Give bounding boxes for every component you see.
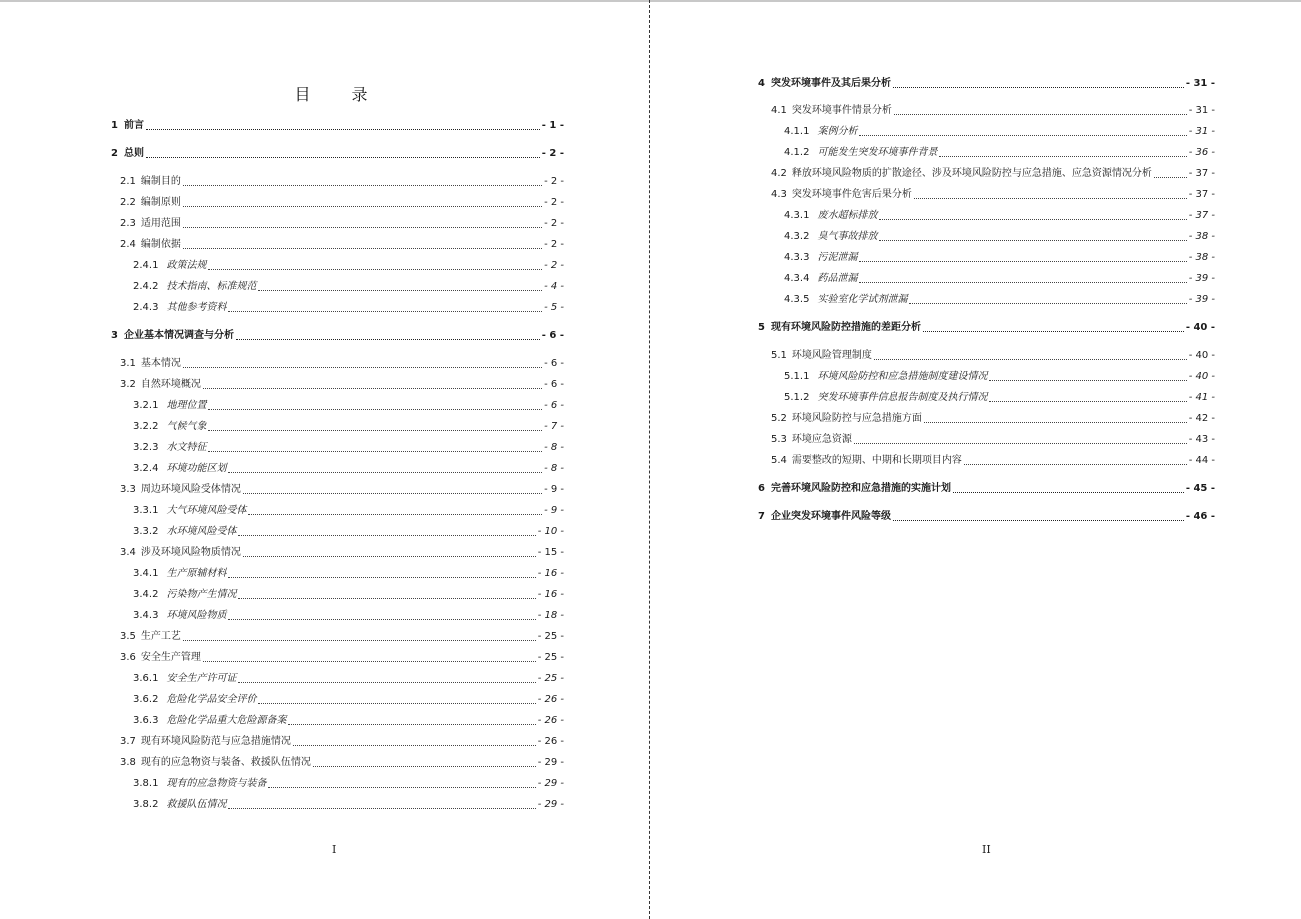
toc-entry-title: 案例分析 [817, 126, 858, 137]
toc-entry-page: - 29 - [537, 799, 564, 810]
toc-entry-title: 总则 [123, 148, 144, 159]
toc-entry-3-2-1[interactable] [133, 400, 564, 412]
toc-entry-number: 3.6.2 [133, 694, 159, 705]
toc-entry-page: - 10 - [537, 526, 564, 537]
toc-entry-title: 现有环境风险防范与应急措施情况 [140, 736, 291, 747]
toc-entry-title: 环境功能区划 [166, 463, 227, 474]
toc-entry-page: - 5 - [544, 302, 564, 313]
toc-entry-page: - 40 - [1188, 371, 1215, 382]
toc-entry-4-3-5[interactable] [784, 294, 1215, 306]
page-number: II [982, 843, 991, 856]
toc-entry-page: - 36 - [1188, 147, 1215, 158]
dot-leader [894, 113, 1187, 115]
toc-entry-page: - 26 - [537, 715, 564, 726]
toc-entry-3-6-3[interactable] [133, 715, 564, 727]
dot-leader [183, 205, 542, 207]
toc-entry-title: 基本情况 [140, 358, 181, 369]
dot-leader [909, 302, 1186, 304]
toc-entry-number: 3.2.4 [133, 463, 159, 474]
toc-entry-page: - 42 - [1188, 413, 1215, 424]
toc-entry-3-8-2[interactable] [133, 799, 564, 811]
dot-leader [859, 134, 1186, 136]
toc-entry-page: - 2 - [544, 197, 564, 208]
dot-leader [203, 660, 536, 662]
toc-entry-page: - 8 - [544, 463, 564, 474]
dot-leader [914, 197, 1187, 199]
toc-entry-number: 4 [758, 78, 765, 89]
toc-entry-title: 现有的应急物资与装备 [166, 778, 267, 789]
toc-entry-page: - 2 - [544, 176, 564, 187]
toc-entry-3-8-1[interactable] [133, 778, 564, 790]
toc-entry-page: - 2 - [544, 239, 564, 250]
dot-leader [183, 184, 542, 186]
toc-entry-number: 5.4 [771, 455, 787, 466]
toc-entry-number: 4.3.1 [784, 210, 810, 221]
toc-entry-5-1-2[interactable] [784, 392, 1215, 404]
toc-entry-number: 3.8.2 [133, 799, 159, 810]
toc-entry-number: 3.8.1 [133, 778, 159, 789]
toc-entry-3-8[interactable] [120, 757, 564, 769]
dot-leader [208, 268, 542, 270]
toc-entry-page: - 37 - [1188, 168, 1215, 179]
toc-entry-title: 环境风险物质 [166, 610, 227, 621]
toc-entry-title: 环境风险防控和应急措施制度建设情况 [817, 371, 988, 382]
toc-entry-page: - 39 - [1188, 294, 1215, 305]
dot-leader [248, 513, 542, 515]
toc-entry-2-4[interactable] [120, 239, 564, 251]
dot-leader [874, 358, 1187, 360]
dot-leader [236, 338, 540, 340]
toc-entry-title: 水环境风险受体 [166, 526, 237, 537]
dot-leader [228, 471, 542, 473]
toc-entry-title: 药品泄漏 [817, 273, 858, 284]
dot-leader [208, 450, 542, 452]
dot-leader [146, 156, 540, 158]
toc-entry-3-3-1[interactable] [133, 505, 564, 517]
toc-entry-number: 4.3.4 [784, 273, 810, 284]
toc-entry-page: - 37 - [1188, 210, 1215, 221]
toc-entry-title: 生产原辅材料 [166, 568, 227, 579]
toc-entry-3-3[interactable] [120, 484, 564, 496]
toc-entry-title: 突发环境事件信息报告制度及执行情况 [817, 392, 988, 403]
toc-entry-page: - 2 - [544, 260, 564, 271]
toc-entry-number: 3.3.2 [133, 526, 159, 537]
toc-entry-3-4-2[interactable] [133, 589, 564, 601]
toc-entry-number: 3.3 [120, 484, 136, 495]
toc-entry-number: 4.1.2 [784, 147, 810, 158]
toc-entry-title: 现有的应急物资与装备、救援队伍情况 [140, 757, 311, 768]
toc-entry-number: 4.3.5 [784, 294, 810, 305]
toc-entry-title: 大气环境风险受体 [166, 505, 247, 516]
toc-entry-2-4-1[interactable] [133, 260, 564, 272]
dot-leader [859, 281, 1186, 283]
toc-entry-title: 生产工艺 [140, 631, 181, 642]
toc-entry-title: 释放环境风险物质的扩散途径、涉及环境风险防控与应急措施、应急资源情况分析 [791, 168, 1152, 179]
toc-entry-title: 环境应急资源 [791, 434, 852, 445]
toc-entry-4-1-1[interactable] [784, 126, 1215, 138]
dot-leader [238, 681, 535, 683]
toc-entry-page: - 2 - [541, 148, 564, 159]
toc-entry-title: 编制原则 [140, 197, 181, 208]
toc-entry-number: 3.4.1 [133, 568, 159, 579]
toc-entry-title: 企业基本情况调查与分析 [123, 330, 234, 341]
toc-entry-page: - 25 - [537, 652, 564, 663]
toc-title: 目 录 [294, 85, 386, 104]
toc-entry-title: 周边环境风险受体情况 [140, 484, 241, 495]
toc-entry-title: 涉及环境风险物质情况 [140, 547, 241, 558]
toc-entry-page: - 31 - [1188, 126, 1215, 137]
toc-entry-number: 3.4.3 [133, 610, 159, 621]
toc-entry-4-1[interactable] [771, 105, 1215, 117]
toc-entry-5-1-1[interactable] [784, 371, 1215, 383]
toc-entry-title: 政策法规 [166, 260, 207, 271]
dot-leader [238, 597, 535, 599]
dot-leader [924, 421, 1187, 423]
toc-entry-title: 突发环境事件情景分析 [791, 105, 892, 116]
toc-entry-number: 3.4.2 [133, 589, 159, 600]
toc-entry-number: 3 [111, 330, 118, 341]
toc-entry-title: 气候气象 [166, 421, 207, 432]
toc-entry-3-6[interactable] [120, 652, 564, 664]
toc-entry-title: 环境风险防控与应急措施方面 [791, 413, 922, 424]
dot-leader [854, 442, 1187, 444]
toc-entry-number: 1 [111, 120, 118, 131]
toc-entry-5-2[interactable] [771, 413, 1215, 425]
toc-entry-page: - 41 - [1188, 392, 1215, 403]
toc-entry-title: 污染物产生情况 [166, 589, 237, 600]
toc-entry-1[interactable] [111, 120, 564, 132]
toc-entry-title: 完善环境风险防控和应急措施的实施计划 [770, 483, 951, 494]
toc-entry-number: 3.3.1 [133, 505, 159, 516]
toc-entry-3-6-2[interactable] [133, 694, 564, 706]
toc-entry-page: - 16 - [537, 568, 564, 579]
dot-leader [228, 618, 535, 620]
dot-leader [146, 128, 540, 130]
toc-entry-title: 突发环境事件及其后果分析 [770, 78, 891, 89]
toc-entry-number: 2.1 [120, 176, 136, 187]
toc-entry-2-2[interactable] [120, 197, 564, 209]
dot-leader [183, 639, 536, 641]
toc-entry-number: 2.4.1 [133, 260, 159, 271]
toc-entry-3-7[interactable] [120, 736, 564, 748]
toc-entry-page: - 37 - [1188, 189, 1215, 200]
dot-leader [293, 744, 536, 746]
toc-entry-3-4-3[interactable] [133, 610, 564, 622]
toc-entry-title: 可能发生突发环境事件背景 [817, 147, 938, 158]
toc-entry-2-3[interactable] [120, 218, 564, 230]
toc-entry-5-1[interactable] [771, 350, 1215, 362]
toc-entry-2[interactable] [111, 148, 564, 160]
toc-entry-4-1-2[interactable] [784, 147, 1215, 159]
toc-entry-title: 污泥泄漏 [817, 252, 858, 263]
toc-entry-page: - 6 - [544, 379, 564, 390]
toc-entry-page: - 40 - [1185, 322, 1215, 333]
dot-leader [203, 387, 542, 389]
toc-entry-title: 环境风险管理制度 [791, 350, 872, 361]
toc-entry-page: - 43 - [1188, 434, 1215, 445]
toc-entry-4-3-4[interactable] [784, 273, 1215, 285]
toc-entry-7[interactable] [758, 511, 1215, 523]
toc-entry-number: 3.8 [120, 757, 136, 768]
dot-leader [989, 379, 1186, 381]
toc-entry-page: - 38 - [1188, 252, 1215, 263]
toc-entry-page: - 6 - [544, 400, 564, 411]
toc-entry-number: 2 [111, 148, 118, 159]
toc-entry-title: 危险化学品重大危险源备案 [166, 715, 287, 726]
toc-entry-5[interactable] [758, 322, 1215, 334]
toc-entry-number: 7 [758, 511, 765, 522]
toc-entry-title: 臭气事故排放 [817, 231, 878, 242]
dot-leader [953, 491, 1184, 493]
dot-leader [893, 519, 1184, 521]
toc-entry-page: - 7 - [544, 421, 564, 432]
toc-entry-number: 3.5 [120, 631, 136, 642]
dot-leader [258, 702, 535, 704]
toc-entry-page: - 38 - [1188, 231, 1215, 242]
toc-entry-number: 3.2.3 [133, 442, 159, 453]
toc-entry-title: 需要整改的短期、中期和长期项目内容 [791, 455, 962, 466]
toc-entry-page: - 1 - [541, 120, 564, 131]
toc-entry-4-3[interactable] [771, 189, 1215, 201]
toc-entry-5-3[interactable] [771, 434, 1215, 446]
toc-entry-number: 2.4.3 [133, 302, 159, 313]
dot-leader [208, 429, 542, 431]
toc-entry-4-2[interactable] [771, 168, 1215, 180]
dot-leader [258, 289, 542, 291]
toc-entry-3-2-3[interactable] [133, 442, 564, 454]
dot-leader [313, 765, 536, 767]
toc-entry-title: 安全生产管理 [140, 652, 201, 663]
toc-entry-3-1[interactable] [120, 358, 564, 370]
toc-entry-number: 5 [758, 322, 765, 333]
toc-entry-number: 2.4.2 [133, 281, 159, 292]
toc-entry-title: 适用范围 [140, 218, 181, 229]
toc-entry-3-4[interactable] [120, 547, 564, 559]
dot-leader [964, 463, 1187, 465]
toc-entry-title: 技术指南、标准规范 [166, 281, 257, 292]
toc-entry-page: - 29 - [537, 757, 564, 768]
toc-entry-page: - 9 - [544, 505, 564, 516]
toc-entry-2-4-2[interactable] [133, 281, 564, 293]
toc-entry-title: 危险化学品安全评价 [166, 694, 257, 705]
toc-entry-page: - 15 - [537, 547, 564, 558]
toc-entry-number: 5.1 [771, 350, 787, 361]
toc-entry-number: 2.3 [120, 218, 136, 229]
toc-entry-page: - 46 - [1185, 511, 1215, 522]
toc-entry-number: 5.1.1 [784, 371, 810, 382]
toc-entry-title: 安全生产许可证 [166, 673, 237, 684]
toc-entry-number: 4.3.3 [784, 252, 810, 263]
dot-leader [243, 555, 536, 557]
toc-entry-3-2-4[interactable] [133, 463, 564, 475]
toc-entry-page: - 26 - [537, 694, 564, 705]
toc-entry-number: 5.1.2 [784, 392, 810, 403]
toc-entry-title: 地理位置 [166, 400, 207, 411]
dot-leader [228, 310, 542, 312]
toc-entry-title: 编制依据 [140, 239, 181, 250]
toc-entry-number: 3.2.1 [133, 400, 159, 411]
toc-entry-number: 3.4 [120, 547, 136, 558]
dot-leader [268, 786, 535, 788]
toc-entry-number: 4.2 [771, 168, 787, 179]
dot-leader [243, 492, 542, 494]
toc-entry-3-4-1[interactable] [133, 568, 564, 580]
toc-entry-page: - 9 - [544, 484, 564, 495]
toc-entry-number: 3.6.1 [133, 673, 159, 684]
toc-entry-number: 4.1.1 [784, 126, 810, 137]
toc-entry-title: 废水超标排放 [817, 210, 878, 221]
dot-leader [879, 218, 1186, 220]
toc-entry-page: - 25 - [537, 673, 564, 684]
toc-entry-4-3-3[interactable] [784, 252, 1215, 264]
toc-entry-number: 3.2.2 [133, 421, 159, 432]
dot-leader [208, 408, 542, 410]
dot-leader [939, 155, 1186, 157]
toc-entry-title: 救援队伍情况 [166, 799, 227, 810]
toc-entry-page: - 45 - [1185, 483, 1215, 494]
toc-entry-page: - 6 - [544, 358, 564, 369]
toc-entry-number: 4.3.2 [784, 231, 810, 242]
dot-leader [1154, 176, 1187, 178]
toc-entry-4-3-1[interactable] [784, 210, 1215, 222]
toc-entry-3-6-1[interactable] [133, 673, 564, 685]
toc-entry-title: 自然环境概况 [140, 379, 201, 390]
toc-entry-title: 其他参考资料 [166, 302, 227, 313]
toc-entry-3[interactable] [111, 330, 564, 342]
toc-entry-number: 6 [758, 483, 765, 494]
dot-leader [923, 330, 1184, 332]
toc-entry-number: 3.6.3 [133, 715, 159, 726]
toc-entry-page: - 29 - [537, 778, 564, 789]
page-number: I [332, 843, 337, 856]
toc-entry-page: - 31 - [1188, 105, 1215, 116]
toc-entry-title: 前言 [123, 120, 144, 131]
dot-leader [228, 576, 535, 578]
toc-entry-page: - 25 - [537, 631, 564, 642]
toc-entry-number: 4.1 [771, 105, 787, 116]
toc-entry-4[interactable] [758, 78, 1215, 90]
toc-entry-page: - 16 - [537, 589, 564, 600]
toc-entry-number: 2.4 [120, 239, 136, 250]
toc-entry-4-3-2[interactable] [784, 231, 1215, 243]
toc-entry-title: 突发环境事件危害后果分析 [791, 189, 912, 200]
toc-entry-2-4-3[interactable] [133, 302, 564, 314]
page-divider [649, 0, 650, 919]
toc-entry-page: - 8 - [544, 442, 564, 453]
dot-leader [893, 86, 1184, 88]
toc-entry-title: 编制目的 [140, 176, 181, 187]
toc-entry-3-2[interactable] [120, 379, 564, 391]
toc-entry-3-2-2[interactable] [133, 421, 564, 433]
dot-leader [183, 366, 542, 368]
toc-entry-number: 5.2 [771, 413, 787, 424]
toc-entry-number: 5.3 [771, 434, 787, 445]
dot-leader [989, 400, 1186, 402]
toc-entry-number: 3.7 [120, 736, 136, 747]
toc-entry-title: 水文特征 [166, 442, 207, 453]
toc-entry-title: 现有环境风险防控措施的差距分析 [770, 322, 921, 333]
toc-entry-page: - 26 - [537, 736, 564, 747]
dot-leader [859, 260, 1186, 262]
toc-entry-page: - 39 - [1188, 273, 1215, 284]
dot-leader [879, 239, 1186, 241]
toc-entry-number: 3.6 [120, 652, 136, 663]
toc-entry-title: 企业突发环境事件风险等级 [770, 511, 891, 522]
toc-entry-2-1[interactable] [120, 176, 564, 188]
dot-leader [183, 247, 542, 249]
toc-entry-page: - 44 - [1188, 455, 1215, 466]
toc-entry-6[interactable] [758, 483, 1215, 495]
toc-entry-title: 实验室化学试剂泄漏 [817, 294, 908, 305]
toc-entry-number: 3.2 [120, 379, 136, 390]
toc-entry-page: - 4 - [544, 281, 564, 292]
toc-entry-page: - 40 - [1188, 350, 1215, 361]
toc-entry-page: - 6 - [541, 330, 564, 341]
toc-page-2 [652, 0, 1301, 919]
toc-entry-5-4[interactable] [771, 455, 1215, 467]
toc-entry-number: 2.2 [120, 197, 136, 208]
toc-entry-3-5[interactable] [120, 631, 564, 643]
toc-entry-page: - 31 - [1185, 78, 1215, 89]
dot-leader [288, 723, 535, 725]
toc-entry-number: 3.1 [120, 358, 136, 369]
toc-entry-page: - 18 - [537, 610, 564, 621]
dot-leader [228, 807, 535, 809]
dot-leader [238, 534, 535, 536]
toc-entry-number: 4.3 [771, 189, 787, 200]
toc-entry-3-3-2[interactable] [133, 526, 564, 538]
toc-page-1 [0, 0, 649, 919]
toc-entry-page: - 2 - [544, 218, 564, 229]
dot-leader [183, 226, 542, 228]
